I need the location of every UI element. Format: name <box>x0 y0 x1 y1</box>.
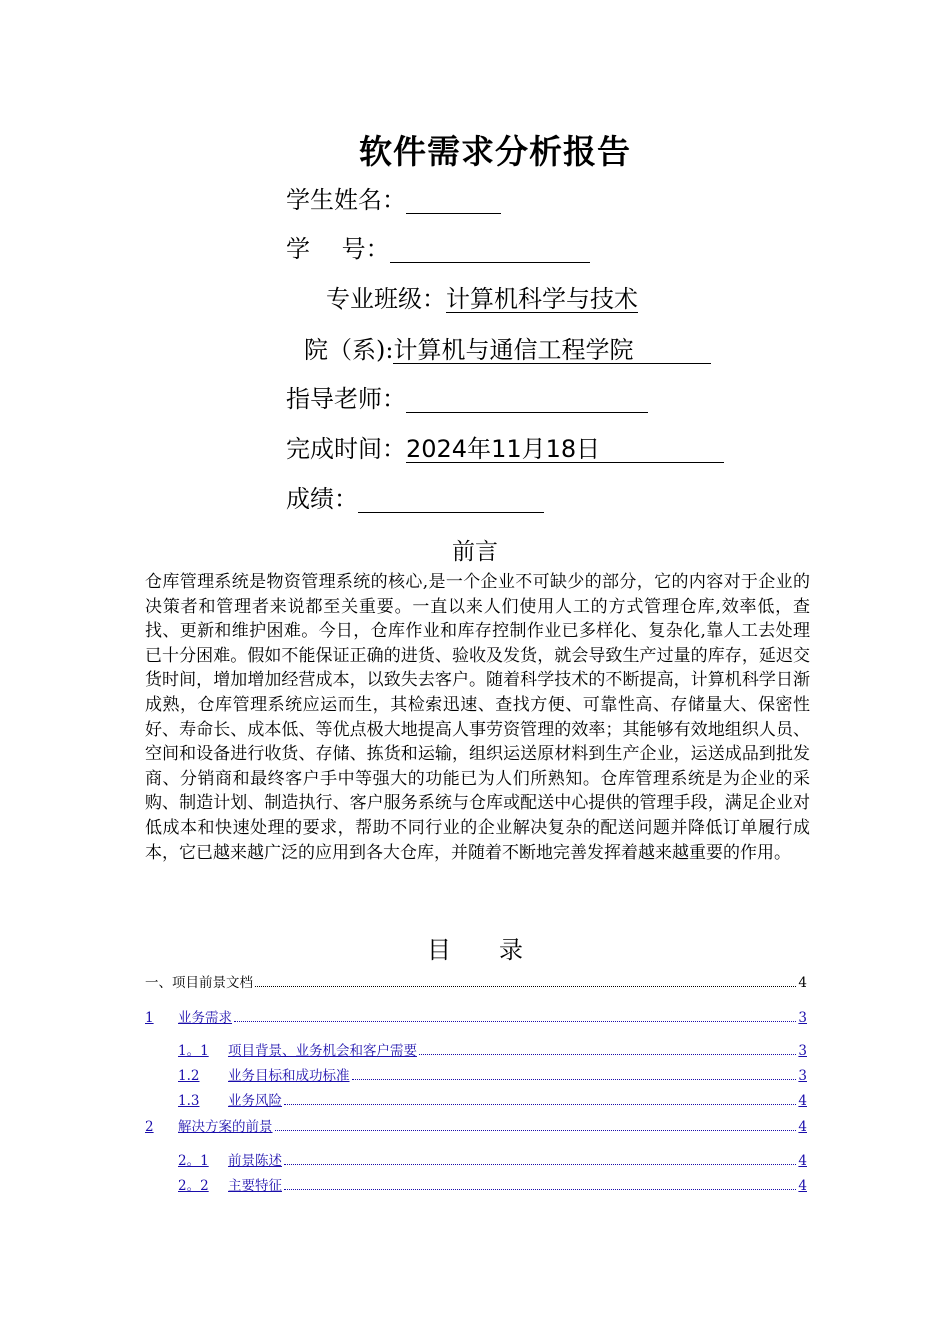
grade-label: 成绩： <box>286 485 358 513</box>
major-class-value: 计算机科学与技术 <box>446 285 638 313</box>
completion-time-label: 完成时间： <box>286 435 406 463</box>
toc-entry-label: 业务需求 <box>178 1010 232 1026</box>
toc-leader-dots <box>284 1163 796 1165</box>
advisor-field <box>286 383 648 415</box>
grade-field <box>286 483 544 515</box>
student-id-value <box>390 236 590 263</box>
toc-entry-page: 4 <box>798 1119 807 1135</box>
toc-entry-page: 4 <box>798 1093 807 1109</box>
toc-entry-number: 1.2 <box>178 1068 200 1084</box>
toc-entry-business-goals[interactable] <box>178 1067 807 1085</box>
grade-value <box>358 486 544 513</box>
toc-entry-number: 1。1 <box>178 1043 209 1059</box>
toc-entry-number: 2。1 <box>178 1153 209 1169</box>
toc-entry-label: 一、项目前景文档 <box>145 975 253 991</box>
department-value: 计算机与通信工程学院 <box>393 337 711 364</box>
student-name-label: 学生姓名： <box>286 186 406 214</box>
toc-entry-business-requirements[interactable] <box>145 1009 807 1027</box>
toc-entry-label: 主要特征 <box>228 1178 282 1194</box>
toc-entry-business-risks[interactable] <box>178 1092 807 1110</box>
student-name-value <box>406 187 501 214</box>
toc-entry-number: 2。2 <box>178 1178 209 1194</box>
advisor-label: 指导老师： <box>286 385 406 413</box>
toc-entry-page: 4 <box>798 1178 807 1194</box>
toc-entry-page: 4 <box>798 1153 807 1169</box>
preface-body: 仓库管理系统是物资管理系统的核心,是一个企业不可缺少的部分，它的内容对于企业的决策者和管理者来说都至关重要。一直以来人们使用人工的方式管理仓库,效率低，查找、更新和维护困难。今日，仓库作业和库存控制作业已多样化、复杂化,靠人工去处理已十分困难。假如不能保证正确的进货、验收及发货，就会导致生产过量的库存，延迟交货时间，增加增加经营成本，以致失去客户。随着科学技术的不断提高，计算机科学日渐成熟，仓库管理系统应运而生，其检索迅速、查找方便、可靠性高、存储量大、保密性好、寿命长、成本低、等优点极大地提高人事劳资管理的效率；其能够有效地组织人员、空间和设备进行收货、存储、拣货和运输，组织运送原材料到生产企业，运送成品到批发商、分销商和最终客户手中等强大的功能已为人们所熟知。仓库管理系统是为企业的采购、制造计划、制造执行、客户服务系统与仓库或配送中心提供的管理手段，满足企业对低成本和快速处理的要求，帮助不同行业的企业解决复杂的配送问题并降低订单履行成本，它已越来越广泛的应用到各大仓库，并随着不断地完善发挥着越来越重要的作用。 <box>145 572 810 863</box>
toc-leader-dots <box>275 1129 797 1131</box>
student-id-field <box>286 233 590 265</box>
major-class-field <box>326 283 638 315</box>
department-label: 院（系): <box>304 336 394 364</box>
toc-leader-dots <box>234 1020 796 1022</box>
toc-leader-dots <box>419 1053 796 1055</box>
toc-entry-page: 3 <box>798 1068 807 1084</box>
toc-entry-page: 3 <box>798 1010 807 1026</box>
toc-entry-page: 4 <box>798 975 807 991</box>
toc-leader-dots <box>284 1188 796 1190</box>
toc-entry-number: 1.3 <box>178 1093 200 1109</box>
toc-leader-dots <box>255 985 796 987</box>
toc-entry-number: 2 <box>145 1119 154 1135</box>
toc-entry-label: 业务风险 <box>228 1093 282 1109</box>
toc-entry-label: 业务目标和成功标准 <box>228 1068 350 1084</box>
toc-leader-dots <box>352 1078 797 1080</box>
department-field <box>304 334 711 366</box>
toc-entry-solution-vision[interactable] <box>145 1118 807 1136</box>
student-id-label: 学 号： <box>286 235 390 263</box>
toc-entry-number: 1 <box>145 1010 154 1026</box>
major-class-label: 专业班级： <box>326 285 446 313</box>
toc-heading: 目 录 <box>427 936 523 964</box>
toc-entry-vision-statement[interactable] <box>178 1152 807 1170</box>
preface-heading: 前言 <box>452 539 498 565</box>
completion-time-field <box>286 433 724 465</box>
toc-entry-label: 项目背景、业务机会和客户需要 <box>228 1043 417 1059</box>
report-title: 软件需求分析报告 <box>359 132 631 171</box>
advisor-value <box>406 386 648 413</box>
toc-leader-dots <box>284 1103 796 1105</box>
toc-entry-page: 3 <box>798 1043 807 1059</box>
toc-entry-project-background[interactable] <box>178 1042 807 1060</box>
student-name-field <box>286 184 501 216</box>
toc-entry-label: 前景陈述 <box>228 1153 282 1169</box>
toc-entry-project-vision[interactable] <box>145 974 807 992</box>
toc-entry-label: 解决方案的前景 <box>178 1119 273 1135</box>
completion-time-value: 2024年11月18日 <box>406 436 724 463</box>
toc-entry-main-features[interactable] <box>178 1177 807 1195</box>
